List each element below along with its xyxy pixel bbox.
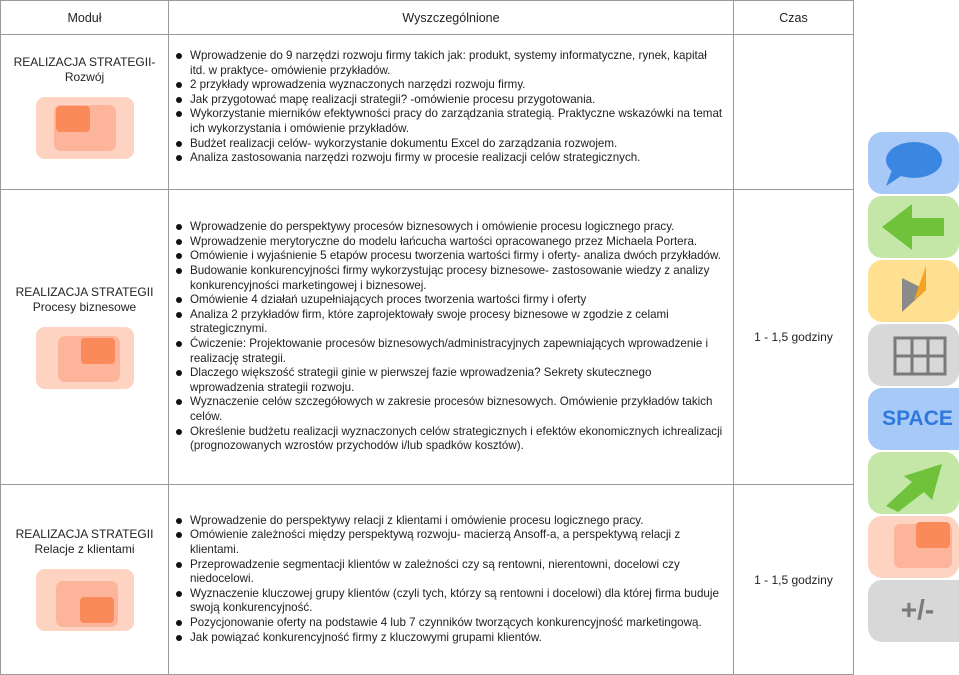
list-item: Wykorzystanie mierników efektywności pracy do zarządzania strategią. Praktyczne wskazówki na temat ich wykorzystania i omówienie przykładów. bbox=[170, 107, 732, 136]
list-item: Dlaczego większość strategii ginie w pierwszej fazie wprowadzenia? Sekrety skutecznego wprowadzenia strategii rozwoju. bbox=[170, 366, 732, 395]
details-cell bbox=[169, 485, 734, 675]
space-button[interactable] bbox=[868, 388, 959, 450]
header-time: Czas bbox=[734, 1, 854, 35]
slide-thumbnail[interactable] bbox=[36, 327, 134, 389]
list-item: Wprowadzenie do 9 narzędzi rozwoju firmy takich jak: produkt, systemy informatyczne, rynek, kapitał itd. w praktyce- omówienie przykładów. bbox=[170, 49, 732, 78]
slide-button[interactable] bbox=[868, 516, 959, 578]
slide-icon bbox=[868, 516, 959, 578]
list-item: Jak powiązać konkurencyjność firmy z kluczowymi grupami klientów. bbox=[170, 631, 732, 646]
list-item: 2 przykłady wprowadzenia wyznaczonych narzędzi rozwoju firmy. bbox=[170, 78, 732, 93]
list-item: Określenie budżetu realizacji wyznaczonych celów strategicznych i efektów ekonomicznych ichrealizacji (prognozowanych wzrostów przychodów i/lub spadków kosztów). bbox=[170, 425, 732, 454]
module-subtitle: Rozwój bbox=[64, 70, 105, 84]
module-cell bbox=[1, 485, 169, 675]
list-item: Omówienie zależności między perspektywą rozwoju- macierzą Ansoff-a, a perspektywą relacji z klientami. bbox=[170, 528, 732, 557]
back-button[interactable] bbox=[868, 196, 959, 258]
module-title: REALIZACJA STRATEGII bbox=[15, 527, 154, 541]
arrow-left-icon bbox=[868, 196, 959, 258]
list-item: Przeprowadzenie segmentacji klientów w zależności czy są rentowni, nierentowni, docelowi czy niedocelowi. bbox=[170, 558, 732, 587]
details-cell bbox=[169, 35, 734, 190]
list-item: Wprowadzenie merytoryczne do modelu łańcucha wartości opracowanego przez Michaela Portera. bbox=[170, 235, 732, 250]
slide-thumbnail[interactable] bbox=[36, 97, 134, 159]
list-item: Wprowadzenie do perspektywy procesów biznesowych i omówienie procesu logicznego pracy. bbox=[170, 220, 732, 235]
list-item: Wprowadzenie do perspektywy relacji z klientami i omówienie procesu logicznego pracy. bbox=[170, 514, 732, 529]
list-item: Ćwiczenie: Projektowanie procesów biznesowych/administracyjnych zapewniających wprowadzenie i realizację strategii. bbox=[170, 337, 732, 366]
table-row bbox=[1, 35, 854, 190]
details-cell bbox=[169, 190, 734, 485]
grid-icon bbox=[868, 324, 959, 386]
slide-thumbnail[interactable] bbox=[36, 569, 134, 631]
list-item: Omówienie 4 działań uzupełniających proces tworzenia wartości firmy i oferty bbox=[170, 293, 732, 308]
list-item: Wyznaczenie kluczowej grupy klientów (czyli tych, którzy są rentowni i docelowi) dla której firma buduje swoją konkurencyjność. bbox=[170, 587, 732, 616]
comment-button[interactable] bbox=[868, 132, 959, 194]
list-item: Omówienie i wyjaśnienie 5 etapów procesu tworzenia wartości firmy i oferty- analiza dwóch przykładów. bbox=[170, 249, 732, 264]
details-list bbox=[170, 49, 732, 166]
table-row bbox=[1, 190, 854, 485]
grid-button[interactable] bbox=[868, 324, 959, 386]
arrow-diagonal-icon bbox=[868, 452, 959, 514]
details-list bbox=[170, 514, 732, 645]
list-item: Budżet realizacji celów- wykorzystanie dokumentu Excel do zarządzania rozwojem. bbox=[170, 137, 732, 152]
module-subtitle: Procesy biznesowe bbox=[32, 299, 137, 314]
module-cell bbox=[1, 35, 169, 190]
module-title: REALIZACJA STRATEGII- bbox=[13, 55, 156, 69]
module-cell bbox=[1, 190, 169, 485]
time-cell: 1 - 1,5 godziny bbox=[734, 485, 854, 675]
list-item: Wyznaczenie celów szczegółowych w zakresie procesów biznesowych. Omówienie przykładów takich celów. bbox=[170, 395, 732, 424]
table-row bbox=[1, 485, 854, 675]
pointer-button[interactable] bbox=[868, 260, 959, 322]
module-subtitle: Relacje z klientami bbox=[34, 542, 135, 556]
list-item: Analiza zastosowania narzędzi rozwoju firmy w procesie realizacji celów strategicznych. bbox=[170, 151, 732, 166]
details-list bbox=[170, 220, 732, 454]
list-item: Budowanie konkurencyjności firmy wykorzystując procesy biznesowe- zastosowanie wiedzy z analizy konkurencyjności marketingowej i biznesowej. bbox=[170, 264, 732, 293]
speech-bubble-icon bbox=[868, 132, 959, 194]
forward-button[interactable] bbox=[868, 452, 959, 514]
space-label: SPACE bbox=[882, 407, 953, 430]
plus-minus-button[interactable] bbox=[868, 580, 959, 642]
header-module: Moduł bbox=[1, 1, 169, 35]
list-item: Analiza 2 przykładów firm, które zaprojektowały swoje procesy biznesowe w zgodzie z celami strategicznymi. bbox=[170, 308, 732, 337]
module-title: REALIZACJA STRATEGII bbox=[15, 284, 154, 299]
plus-minus-label: +/- bbox=[900, 594, 935, 625]
list-item: Pozycjonowanie oferty na podstawie 4 lub 7 czynników tworzących konkurencyjność marketingową. bbox=[170, 616, 732, 631]
time-cell: 1 - 1,5 godziny bbox=[734, 190, 854, 485]
cursor-icon bbox=[868, 260, 959, 322]
header-row bbox=[1, 1, 854, 35]
list-item: Jak przygotować mapę realizacji strategii? -omówienie procesu przygotowania. bbox=[170, 93, 732, 108]
header-details: Wyszczególnione bbox=[169, 1, 734, 35]
time-cell bbox=[734, 35, 854, 190]
